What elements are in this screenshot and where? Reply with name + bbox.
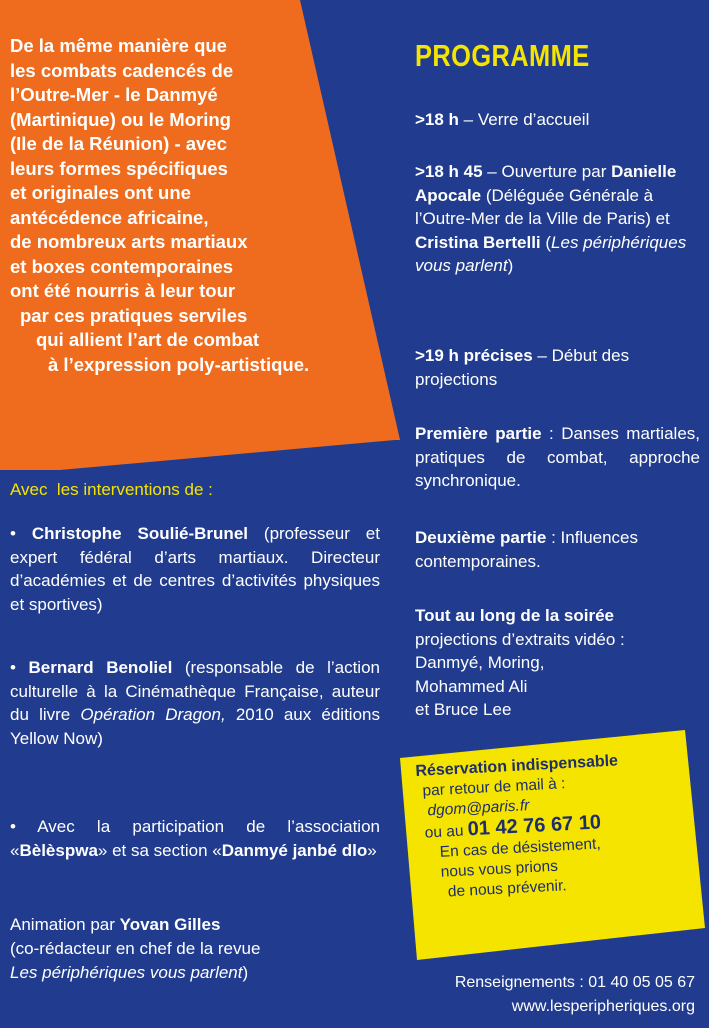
programme-text: – Ouverture par <box>482 162 612 181</box>
programme-person: Danielle Apocale <box>415 162 677 205</box>
programme-line: Danmyé, Moring, <box>415 653 545 672</box>
programme-label: Deuxième partie <box>415 528 547 547</box>
reservation-line: par retour de mail à : <box>422 775 566 800</box>
programme-item-ouverture <box>415 160 700 278</box>
reservation-title: Réservation indispensable <box>415 752 619 780</box>
programme-label: Première partie <box>415 424 542 443</box>
programme-time: >18 h <box>415 110 459 129</box>
bullet: • <box>10 658 29 677</box>
revue-title: Les périphériques vous parlent <box>10 963 243 982</box>
section-name: Danmyé janbé dlo <box>221 840 368 860</box>
footer-info: Renseignements : 01 40 05 05 67 <box>454 974 695 991</box>
programme-item-projections <box>415 344 700 391</box>
association-text: • Avec la participation de l’association « <box>10 817 380 860</box>
intro-line: l’Outre-Mer - le Danmyé <box>10 84 218 105</box>
animation-line <box>10 913 390 937</box>
intro-line: à l’expression poly-artistique. <box>48 353 310 375</box>
programme-line: projections d’extraits vidéo : <box>415 629 625 649</box>
programme-item-deuxieme-partie <box>415 526 700 573</box>
animator-name: Yovan Gilles <box>119 915 221 934</box>
intro-line: De la même manière que <box>10 35 227 56</box>
programme-label: Tout au long de la soirée <box>415 606 614 625</box>
association-participation <box>10 815 380 862</box>
programme-text: : Danses martiales, pratiques de combat, approche synchronique. <box>415 424 700 490</box>
intro-line: (Ile de la Réunion) - avec <box>10 133 227 154</box>
intro-line: (Martinique) ou le Moring <box>10 108 231 130</box>
publication-title: Les périphériques vous parlent <box>415 232 687 275</box>
book-title: Opération Dragon, <box>80 705 226 724</box>
intro-line: les combats cadencés de <box>10 59 234 81</box>
footer-website[interactable]: www.lesperipheriques.org <box>511 998 695 1015</box>
intro-line: antécédence africaine, <box>10 206 209 228</box>
animation-line <box>10 961 390 985</box>
association-name: Bèlèspwa <box>19 840 98 860</box>
programme-text: ( <box>540 232 552 252</box>
programme-text: ) <box>507 256 514 275</box>
intervenant-description: (professeur et expert fédéral d’arts martiaux. Directeur d’académies et de centres d’activités physiques et sportives) <box>10 524 380 614</box>
intervenant-name: Christophe Soulié-Brunel <box>31 524 248 543</box>
programme-line: Mohammed Ali <box>415 676 528 696</box>
intro-line: par ces pratiques serviles <box>20 304 248 326</box>
intervenant-description: 2010 aux éditions Yellow Now) <box>10 705 380 748</box>
reservation-email[interactable]: dgom@paris.fr <box>427 797 530 820</box>
intro-line: et boxes contemporaines <box>10 255 234 277</box>
intro-line: et originales ont une <box>10 182 191 203</box>
intro-line: qui allient l’art de combat <box>36 329 260 350</box>
reservation-phone[interactable]: 01 42 76 67 10 <box>467 811 602 841</box>
intro-line: leurs formes spécifiques <box>10 157 228 179</box>
programme-text: – Verre d’accueil <box>458 110 590 129</box>
intro-line: ont été nourris à leur tour <box>10 280 236 301</box>
intro-text <box>10 34 400 377</box>
programme-text: : Influences contemporaines. <box>415 528 639 571</box>
reservation-line: de nous prévenir. <box>447 877 568 901</box>
animation-credit <box>10 913 390 985</box>
bullet: • <box>10 524 32 543</box>
programme-item-premiere-partie <box>415 422 700 493</box>
intervenant-name: Bernard Benoliel <box>28 658 173 677</box>
animation-line: (co-rédacteur en chef de la revue <box>10 939 261 958</box>
programme-line: et Bruce Lee <box>415 700 512 719</box>
programme-item-accueil <box>415 108 700 132</box>
programme-item-soiree <box>415 604 700 722</box>
programme-time: >18 h 45 <box>415 162 483 181</box>
reservation-box <box>415 747 709 904</box>
programme-person: Cristina Bertelli <box>415 232 541 252</box>
programme-time: >19 h précises <box>415 346 533 365</box>
interventions-title: Avec les interventions de : <box>10 480 213 499</box>
animation-close: ) <box>242 963 249 982</box>
programme-title: PROGRAMME <box>415 38 590 73</box>
intervenant-benoliel <box>10 656 380 750</box>
reservation-line: nous vous prions <box>440 857 559 881</box>
reservation-line: En cas de désistement, <box>439 835 602 861</box>
intervenant-description: (responsable de l’action culturelle à la Cinémathèque Française, auteur du livre <box>10 658 380 724</box>
animation-prefix: Animation par <box>10 915 120 934</box>
phone-prefix: ou au <box>424 822 469 842</box>
intro-line: de nombreux arts martiaux <box>10 231 248 252</box>
association-text: » et sa section « <box>97 840 222 860</box>
association-text: » <box>367 840 377 860</box>
programme-text: (Déléguée Générale à l’Outre-Mer de la Ville de Paris) et <box>415 185 670 228</box>
programme-text: – Début des projections <box>415 346 630 389</box>
intervenant-soulie-brunel <box>10 522 380 616</box>
